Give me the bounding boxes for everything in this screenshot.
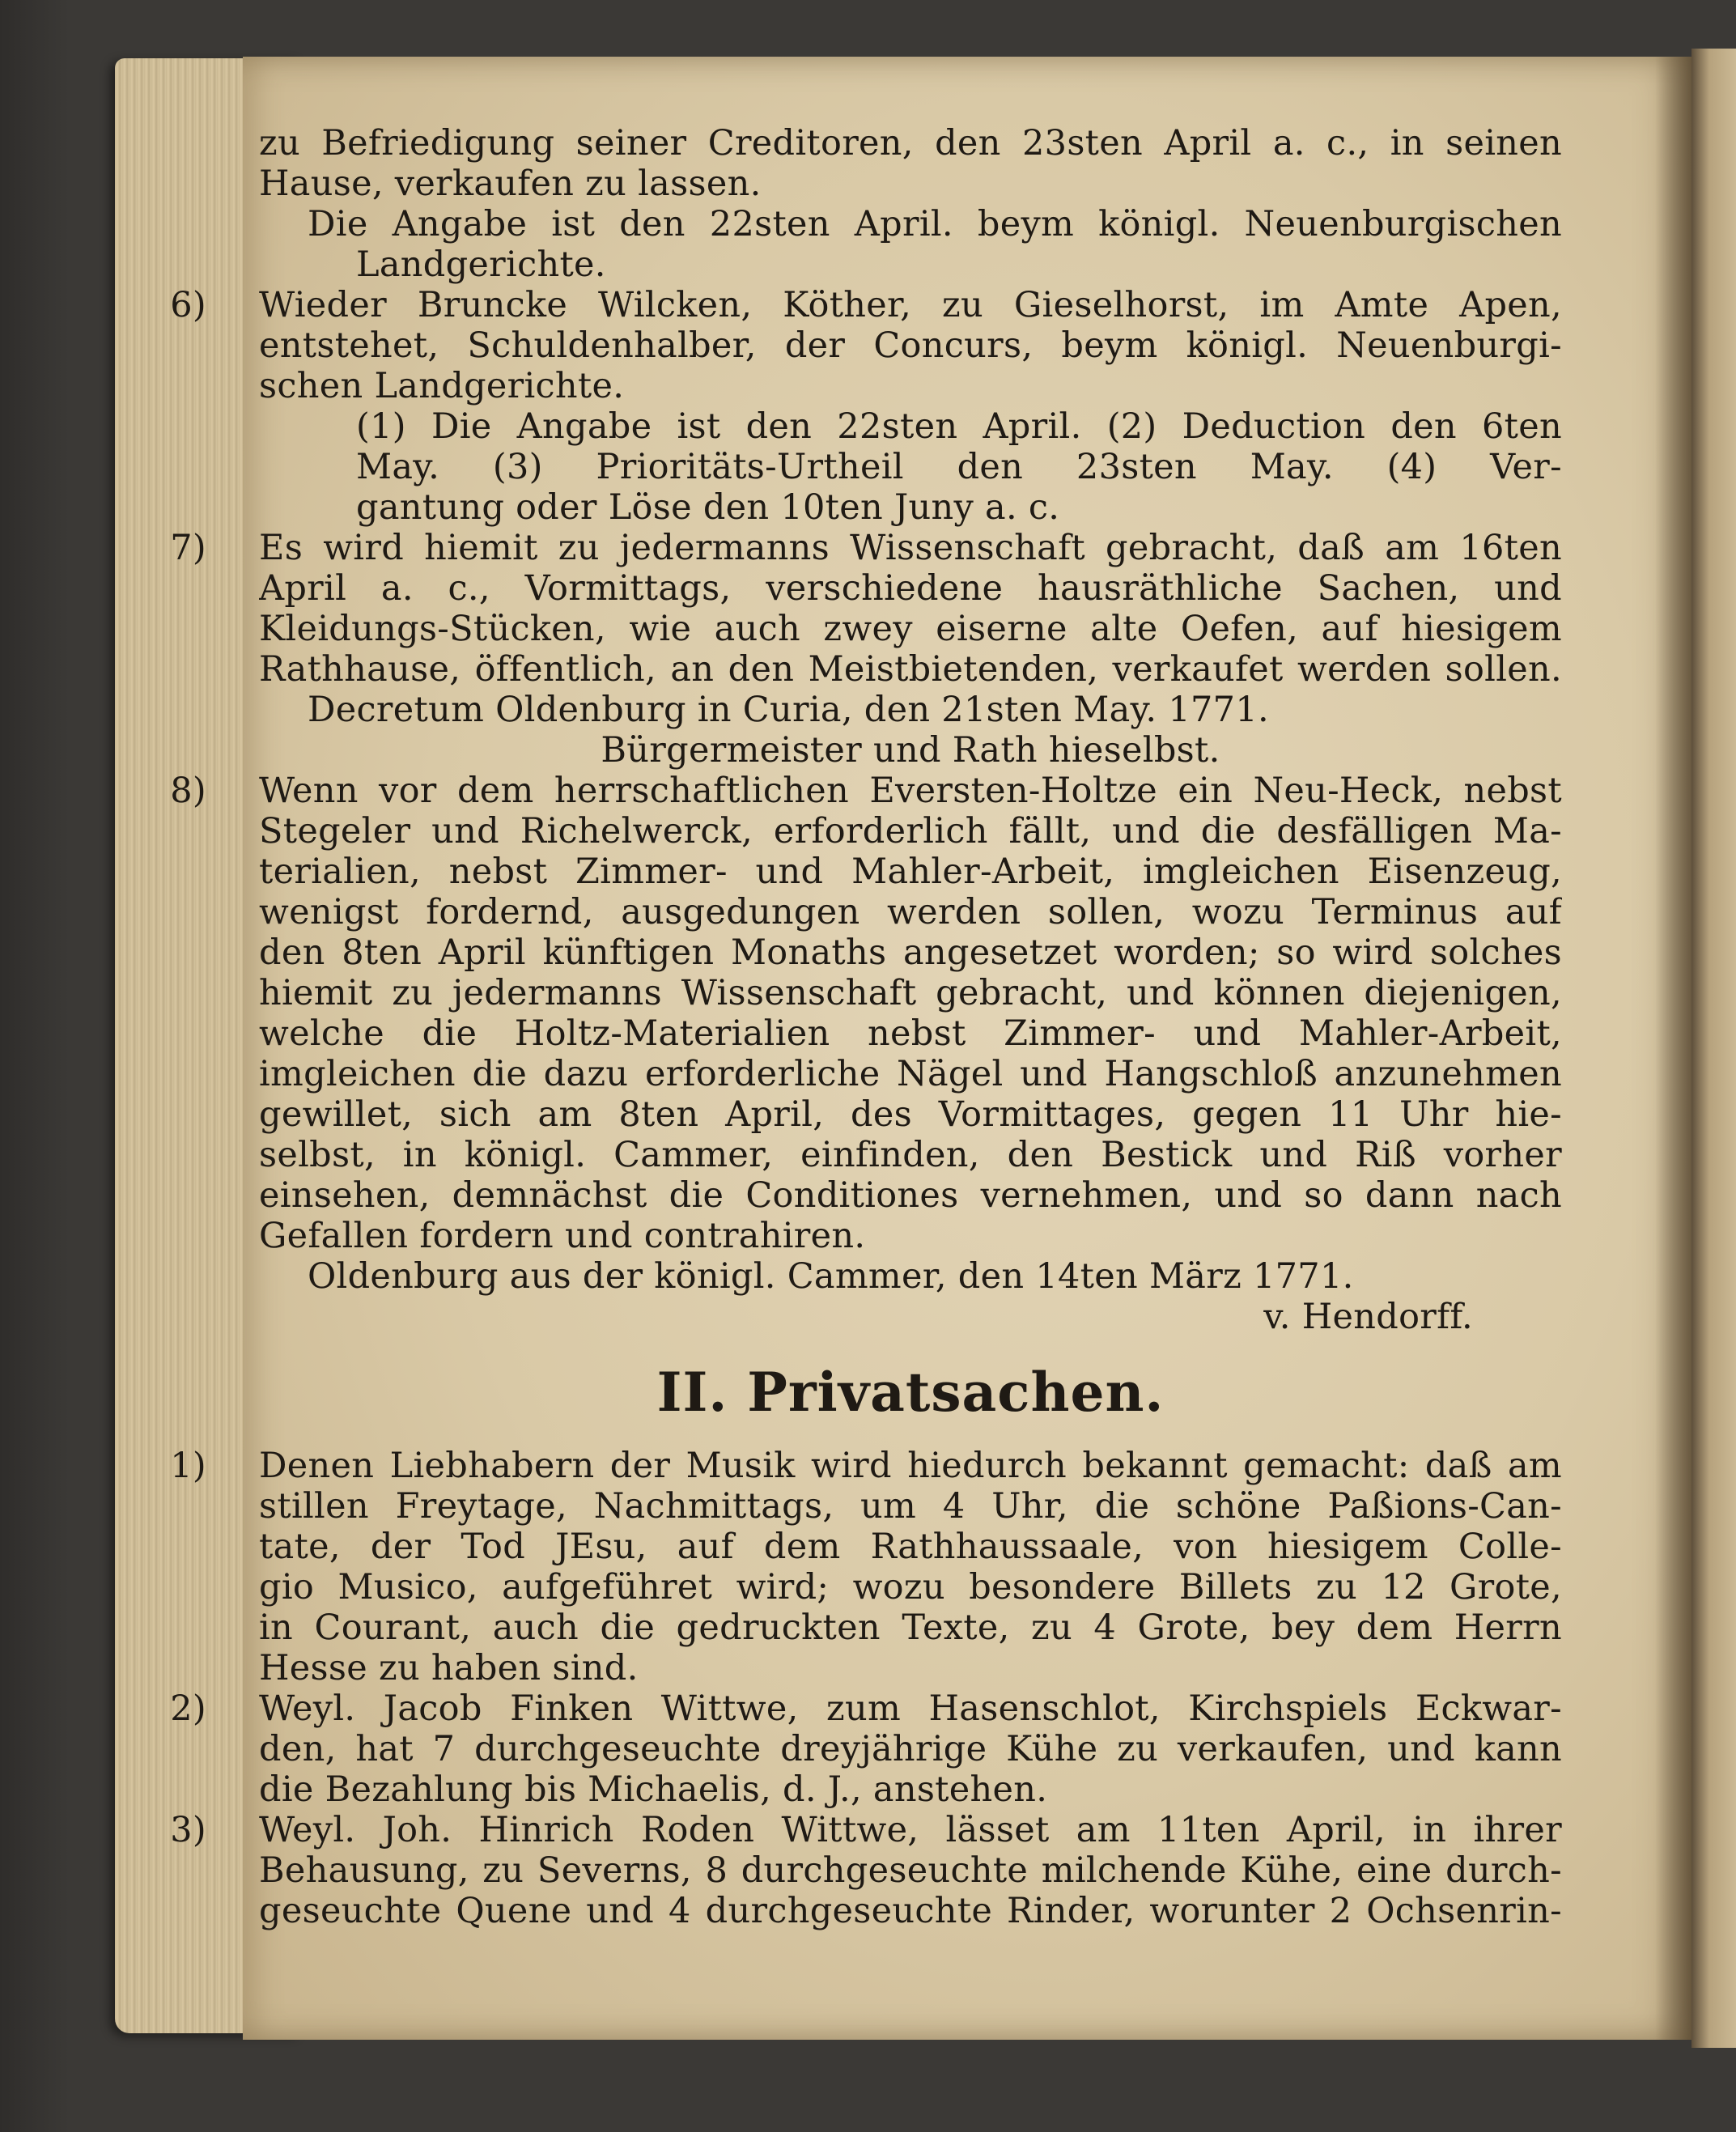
text-line: Landgerichte. (356, 244, 606, 285)
text-line: hiemit zu jedermanns Wissenschaft gebracht, und können diejenigen, (259, 973, 1562, 1013)
text-line: Rathhause, öffentlich, an den Meistbietenden, verkaufet werden sollen. (259, 649, 1562, 690)
entry-number: 8) (170, 771, 206, 811)
text-line: zu Befriedigung seiner Creditoren, den 23sten April a. c., in seinen (259, 123, 1562, 164)
page-gutter (1655, 57, 1691, 2040)
entry-8 (170, 771, 1562, 1337)
continuation-entry (259, 123, 1562, 285)
text-line: entstehet, Schuldenhalber, der Concurs, beym königl. Neuenburgi- (259, 325, 1562, 366)
text-line: gio Musico, aufgeführet wird; wozu besondere Billets zu 12 Grote, (259, 1567, 1562, 1607)
text-line: den 8ten April künftigen Monaths angesetzet worden; so wird solches (259, 932, 1562, 973)
text-line: in Courant, auch die gedruckten Texte, zu 4 Grote, bey dem Herrn (259, 1607, 1562, 1648)
text-line: imgleichen die dazu erforderliche Nägel und Hangschloß anzunehmen (259, 1054, 1562, 1094)
signature-line: v. Hendorff. (1263, 1297, 1473, 1337)
entry-7 (170, 528, 1562, 771)
text-line: selbst, in königl. Cammer, einfinden, den Bestick und Riß vorher (259, 1135, 1562, 1175)
text-line: einsehen, demnächst die Conditiones vernehmen, und so dann nach (259, 1175, 1562, 1216)
entry-number: 7) (170, 528, 206, 568)
text-line: die Bezahlung bis Michaelis, d. J., anstehen. (259, 1769, 1048, 1810)
text-line: Weyl. Joh. Hinrich Roden Wittwe, lässet am 11ten April, in ihrer (259, 1810, 1562, 1850)
private-entry-3 (170, 1810, 1562, 1931)
text-line: Stegeler und Richelwerck, erforderlich fällt, und die desfälligen Ma- (259, 811, 1562, 852)
text-line: wenigst fordernd, ausgedungen werden sollen, wozu Terminus auf (259, 892, 1562, 932)
decree-line: Oldenburg aus der königl. Cammer, den 14ten März 1771. (308, 1256, 1354, 1297)
decree-line: Decretum Oldenburg in Curia, den 21sten May. 1771. (308, 690, 1269, 730)
page-text (170, 123, 1562, 1931)
text-line: (1) Die Angabe ist den 22sten April. (2) Deduction den 6ten (356, 406, 1562, 447)
text-line: stillen Freytage, Nachmittags, um 4 Uhr, die schöne Paßions-Can- (259, 1486, 1562, 1527)
entry-number: 6) (170, 285, 206, 325)
entry-number: 2) (170, 1688, 206, 1729)
entry-number: 3) (170, 1810, 206, 1850)
text-line: den, hat 7 durchgeseuchte dreyjährige Kühe zu verkaufen, und kann (259, 1729, 1562, 1769)
text-line: Hause, verkaufen zu lassen. (259, 164, 762, 204)
text-line: Die Angabe ist den 22sten April. beym königl. Neuenburgischen (308, 204, 1562, 244)
text-line: May. (3) Prioritäts-Urtheil den 23sten May. (4) Ver- (356, 447, 1562, 487)
facing-page-edge (1691, 49, 1736, 2048)
entry-number: 1) (170, 1446, 206, 1486)
private-entry-1 (170, 1446, 1562, 1688)
text-line: gewillet, sich am 8ten April, des Vormittages, gegen 11 Uhr hie- (259, 1094, 1562, 1135)
text-line: Hesse zu haben sind. (259, 1648, 639, 1688)
text-line: tate, der Tod JEsu, auf dem Rathhaussaale, von hiesigem Colle- (259, 1527, 1562, 1567)
text-line: Es wird hiemit zu jedermanns Wissenschaft gebracht, daß am 16ten (259, 528, 1562, 568)
text-line: schen Landgerichte. (259, 366, 625, 406)
text-line: Kleidungs-Stücken, wie auch zwey eiserne alte Oefen, auf hiesigem (259, 609, 1562, 649)
private-entry-2 (170, 1688, 1562, 1810)
text-line: terialien, nebst Zimmer- und Mahler-Arbeit, imgleichen Eisenzeug, (259, 852, 1562, 892)
text-line: Wenn vor dem herrschaftlichen Eversten-Holtze ein Neu-Heck, nebst (259, 771, 1562, 811)
entry-6 (170, 285, 1562, 528)
signature-line: Bürgermeister und Rath hieselbst. (601, 730, 1220, 771)
text-line: geseuchte Quene und 4 durchgeseuchte Rinder, worunter 2 Ochsenrin- (259, 1891, 1562, 1931)
text-line: Weyl. Jacob Finken Wittwe, zum Hasenschlot, Kirchspiels Eckwar- (259, 1688, 1562, 1729)
text-line: Wieder Bruncke Wilcken, Köther, zu Gieselhorst, im Amte Apen, (259, 285, 1562, 325)
text-line: gantung oder Löse den 10ten Juny a. c. (356, 487, 1060, 528)
text-line: Gefallen fordern und contrahiren. (259, 1216, 866, 1256)
text-line: April a. c., Vormittags, verschiedene hausräthliche Sachen, und (259, 568, 1562, 609)
section-heading: II. Privatsachen. (656, 1361, 1165, 1424)
text-line: Denen Liebhabern der Musik wird hiedurch bekannt gemacht: daß am (259, 1446, 1562, 1486)
text-line: welche die Holtz-Materialien nebst Zimmer- und Mahler-Arbeit, (259, 1013, 1562, 1054)
text-line: Behausung, zu Severns, 8 durchgeseuchte milchende Kühe, eine durch- (259, 1850, 1562, 1891)
